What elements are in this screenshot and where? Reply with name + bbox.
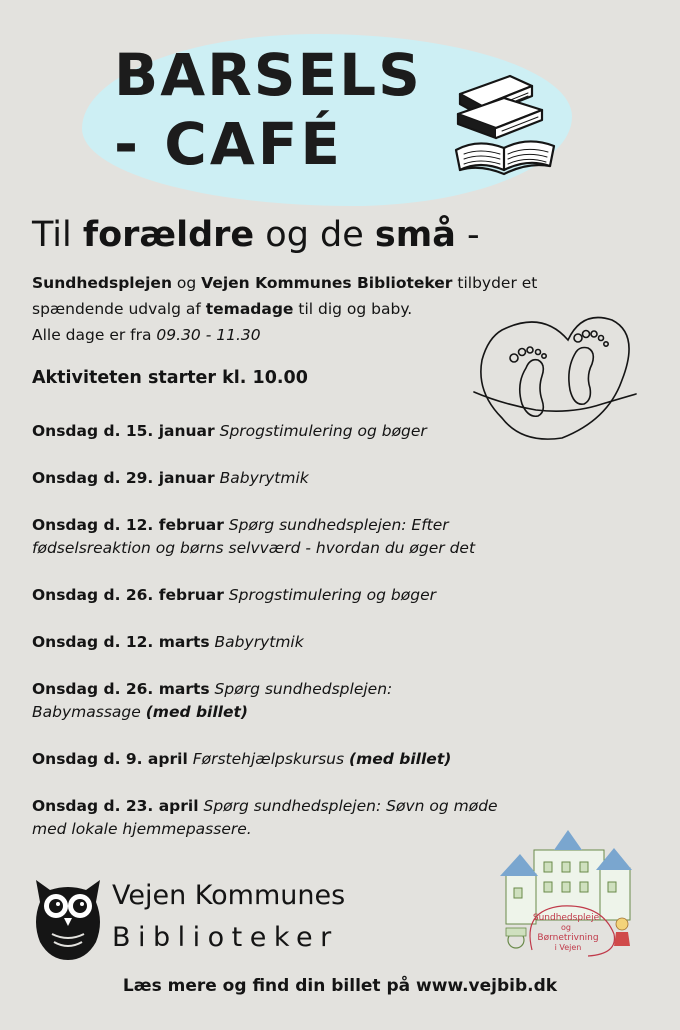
event-date: Onsdag d. 29. januar — [32, 469, 215, 487]
intro-text-2: spændende udvalg af — [32, 300, 206, 318]
event-description: Babyrytmik — [214, 633, 304, 651]
partner-logo — [492, 830, 642, 960]
subtitle-dash: - — [455, 215, 480, 255]
ticket-required-label: (med billet) — [349, 750, 452, 768]
event-description: Sprogstimulering og bøger — [219, 422, 427, 440]
event-date: Onsdag d. 26. marts — [32, 680, 210, 698]
event-description: Babyrytmik — [219, 469, 309, 487]
event-description-cont: fødselsreaktion og børns selvværd - hvordan du øger det — [32, 539, 476, 557]
event-description: Førstehjælpskursus — [192, 750, 345, 768]
event-description-cont: med lokale hjemmepassere. — [32, 820, 252, 838]
event-item — [32, 631, 304, 654]
event-item — [32, 420, 427, 443]
poster-title-line-2: - CAFÉ — [114, 110, 343, 178]
books-icon — [450, 66, 560, 178]
event-description-cont: Babymassage — [32, 703, 141, 721]
event-date: Onsdag d. 15. januar — [32, 422, 215, 440]
intro-org-2: Vejen Kommunes Biblioteker — [201, 274, 453, 292]
event-date: Onsdag d. 12. marts — [32, 633, 210, 651]
subtitle-parents: forældre — [82, 215, 255, 255]
partner-logo-text: Børnetrivning — [537, 933, 599, 943]
intro-text-1: tilbyder et — [452, 274, 538, 292]
partner-logo-text: og — [561, 923, 571, 932]
intro-org-1: Sundhedsplejen — [32, 274, 172, 292]
baby-feet-icon — [472, 300, 644, 450]
activity-start-time: Aktiviteten starter kl. 10.00 — [32, 368, 308, 388]
library-logo-subtitle: Biblioteker — [112, 922, 339, 953]
event-date: Onsdag d. 23. april — [32, 797, 199, 815]
library-logo-name: Vejen Kommunes — [112, 880, 346, 911]
intro-and: og — [171, 274, 202, 292]
event-item — [32, 748, 572, 771]
event-description: Sprogstimulering og bøger — [228, 586, 436, 604]
subtitle-middle: og de — [254, 215, 375, 255]
event-description: Spørg sundhedsplejen: Efter — [228, 516, 449, 534]
event-item — [32, 584, 436, 607]
intro-days: Alle dage er fra — [32, 326, 157, 344]
footer-call-to-action: Læs mere og find din billet på www.vejbib.dk — [122, 976, 558, 996]
event-date: Onsdag d. 9. april — [32, 750, 188, 768]
owl-icon — [30, 872, 106, 962]
intro-theme: temadage — [205, 300, 294, 318]
poster-subtitle — [32, 214, 480, 256]
event-item — [32, 514, 592, 560]
partner-logo-text: i Vejen — [554, 943, 582, 952]
subtitle-prefix: Til — [32, 215, 83, 255]
partner-logo-text: Sundhedspleje — [532, 913, 600, 923]
event-date: Onsdag d. 12. februar — [32, 516, 224, 534]
event-item — [32, 467, 309, 490]
intro-text-3: til dig og baby. — [293, 300, 413, 318]
event-date: Onsdag d. 26. februar — [32, 586, 224, 604]
event-item — [32, 678, 572, 724]
event-description: Spørg sundhedsplejen: — [214, 680, 393, 698]
event-item — [32, 795, 572, 841]
subtitle-little-ones: små — [374, 215, 456, 255]
intro-time: 09.30 - 11.30 — [156, 326, 261, 344]
poster-title-line-1: BARSELS — [114, 41, 422, 109]
event-description: Spørg sundhedsplejen: Søvn og møde — [203, 797, 498, 815]
ticket-required-label: (med billet) — [145, 703, 248, 721]
